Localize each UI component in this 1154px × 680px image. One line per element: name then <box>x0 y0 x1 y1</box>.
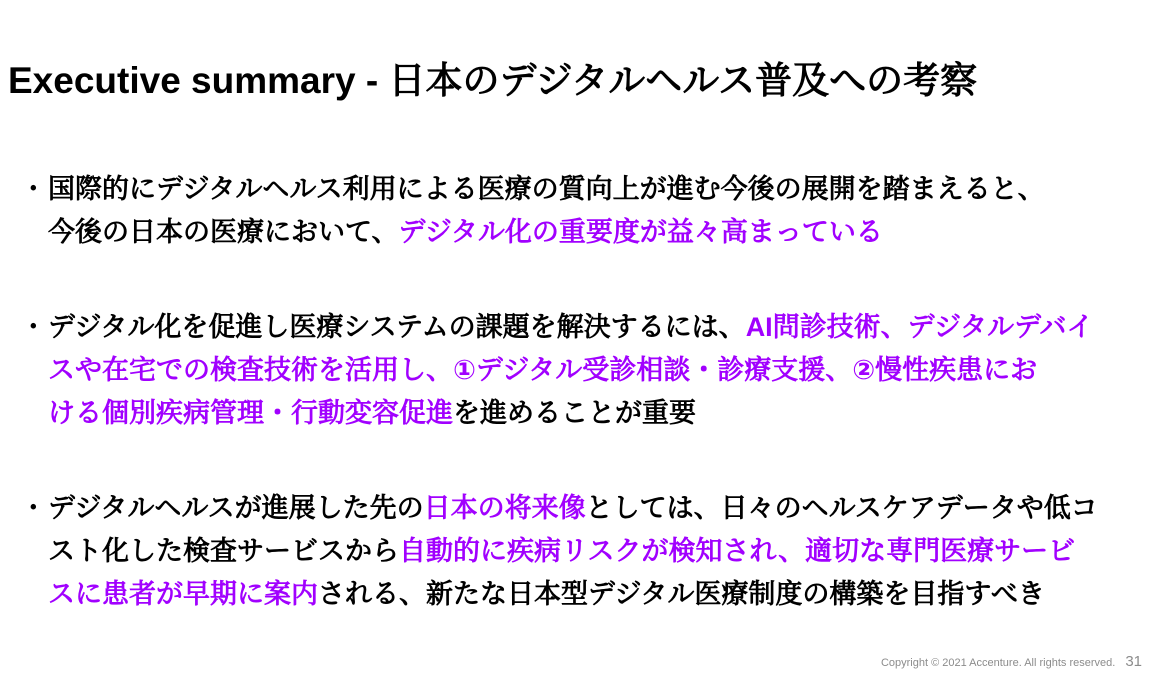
text-segment: デジタルヘルスが進展した先の <box>48 493 424 523</box>
copyright-text: Copyright © 2021 Accenture. All rights reserved. <box>880 657 1116 669</box>
text-line <box>48 172 1045 215</box>
bullet-text-3 <box>48 491 1098 620</box>
text-segment: される、新たな日本型デジタル医療制度の構築を目指すべき <box>318 579 1045 609</box>
bullet-marker-icon: • <box>30 316 37 337</box>
page-number: 31 <box>1125 653 1142 670</box>
text-segment-highlight: スや在宅での検査技術を活用し、①デジタル受診相談・診療支援、②慢性疾患にお <box>48 355 1038 385</box>
text-segment-highlight: デジタル化の重要度が益々高まっている <box>398 217 883 247</box>
text-line <box>48 577 1098 620</box>
text-line <box>48 534 1098 577</box>
bullet-text-1 <box>48 172 1045 258</box>
text-line <box>48 396 1093 439</box>
text-segment: を進めることが重要 <box>453 398 696 428</box>
text-segment-highlight: AI問診技術、デジタルデバイ <box>745 312 1094 342</box>
page-title: Executive summary - 日本のデジタルヘルス普及への考察 <box>8 60 978 101</box>
bullet-marker-icon: • <box>30 178 37 199</box>
text-line <box>48 491 1098 534</box>
bullet-item-1 <box>30 172 1144 258</box>
text-segment: 今後の日本の医療において、 <box>48 217 399 247</box>
bullet-item-2 <box>30 310 1144 439</box>
text-line <box>48 310 1093 353</box>
text-line <box>48 215 1045 258</box>
text-segment: デジタル化を促進し医療システムの課題を解決するには、 <box>48 312 746 342</box>
text-segment: としては、日々のヘルスケアデータや低コ <box>585 493 1098 523</box>
text-segment-highlight: ける個別疾病管理・行動変容促進 <box>48 398 453 428</box>
text-segment: 国際的にデジタルヘルス利用による医療の質向上が進む今後の展開を踏まえると、 <box>48 174 1045 204</box>
bullet-text-2 <box>48 310 1093 439</box>
text-segment: スト化した検査サービスから <box>48 536 399 566</box>
text-segment-highlight: 自動的に疾病リスクが検知され、適切な専門医療サービ <box>399 536 1076 566</box>
text-segment-highlight: スに患者が早期に案内 <box>48 579 318 609</box>
slide-footer <box>881 653 1142 670</box>
text-line <box>48 353 1093 396</box>
bullet-marker-icon: • <box>30 497 37 518</box>
bullet-list <box>30 172 1144 620</box>
bullet-item-3 <box>30 491 1144 620</box>
text-segment-highlight: 日本の将来像 <box>423 493 586 523</box>
